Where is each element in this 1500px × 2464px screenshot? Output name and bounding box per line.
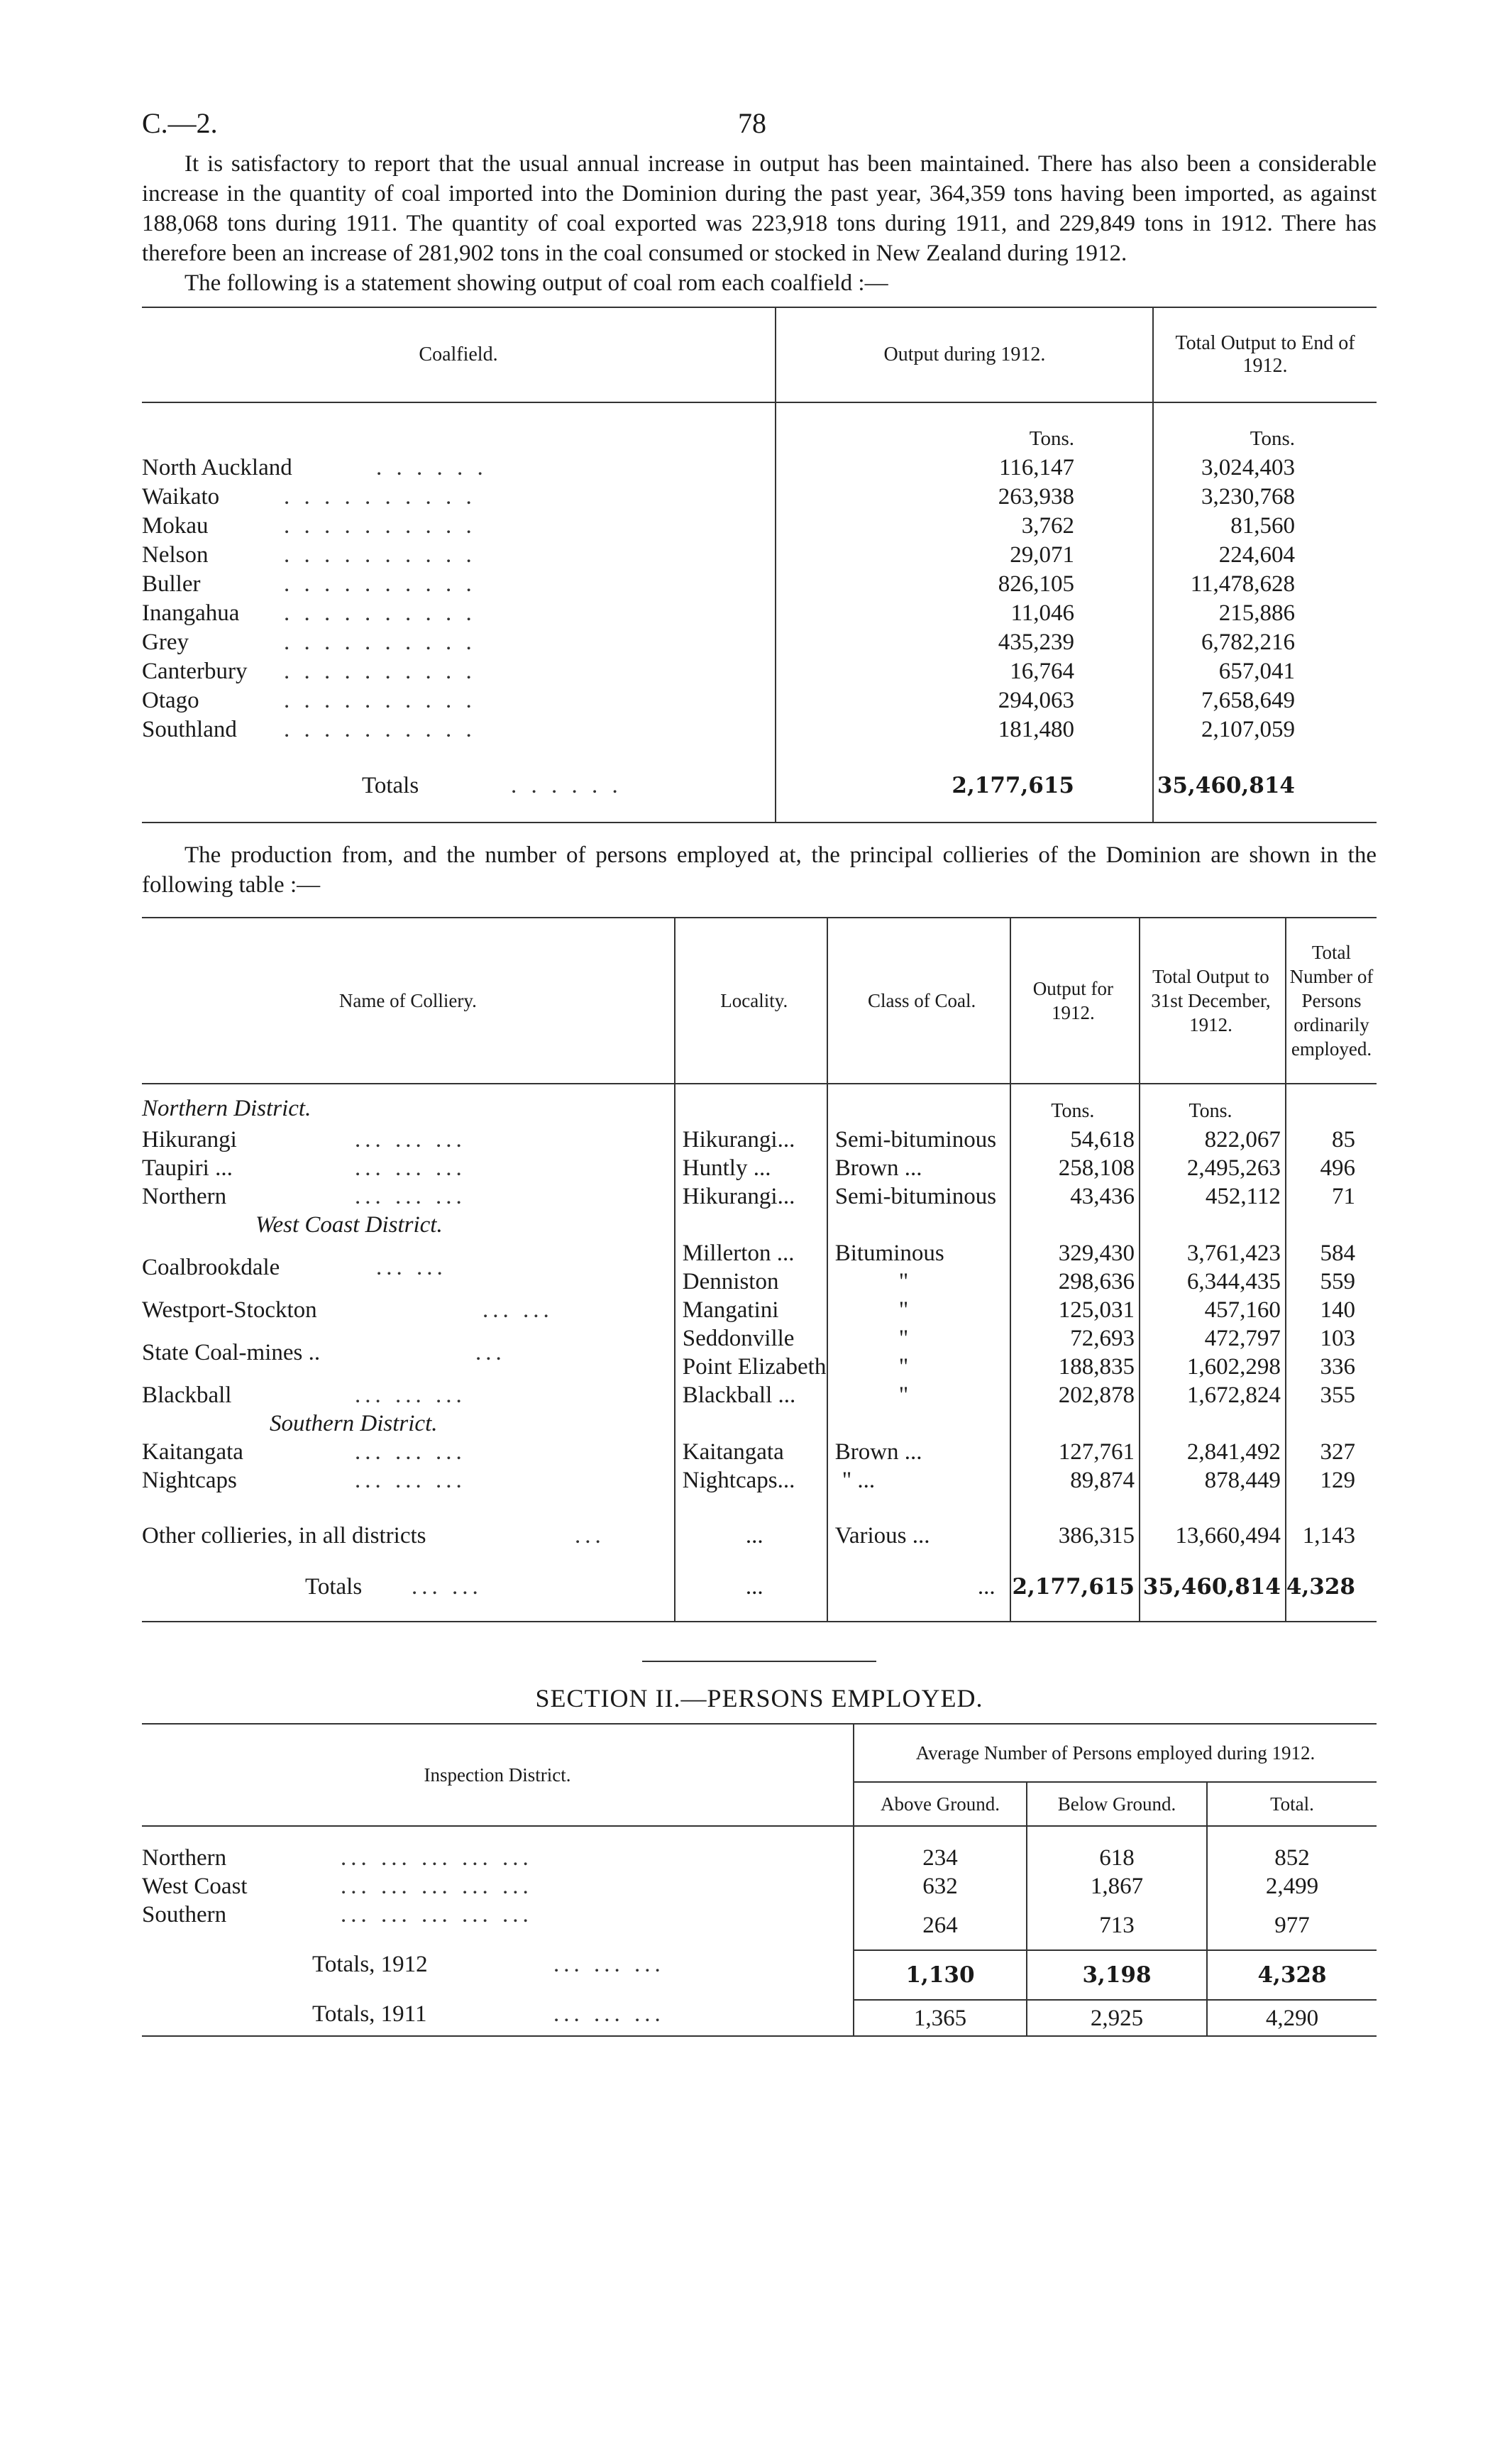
colliery-row: Northern ... ... ... Hikurangi... Semi-bituminous 43,436 452,112 71 [142, 1182, 1377, 1211]
persons-header: Total Number of Persons ordinarily employed. [1286, 918, 1377, 1084]
class-header: Class of Coal. [827, 918, 1010, 1084]
above-ground-header: Above Ground. [854, 1782, 1027, 1826]
district-heading: Northern District. [142, 1096, 311, 1121]
colliery-row: Taupiri ... ... ... ... Huntly ... Brown ... 258,108 2,495,263 496 [142, 1154, 1377, 1182]
below-ground-header: Below Ground. [1027, 1782, 1207, 1826]
output-unit: Tons. [776, 402, 1153, 453]
totals-1911-row: Totals, 1911 ... ... ... 1,365 2,925 4,290 [142, 2000, 1377, 2036]
district-row: Southern ... ... ... ... ... 264 713 977 [142, 1901, 1377, 1950]
coalfield-row: Grey . . . . . . . . . . 435,239 6,782,216 [142, 628, 1377, 657]
district-heading: West Coast District. [255, 1212, 443, 1238]
collieries-intro: The production from, and the number of persons employed at, the principal collieries of the Dominion are shown in the following table :— [142, 842, 1377, 898]
colliery-row: Denniston " 298,636 6,344,435 559 [142, 1267, 1377, 1296]
coalfield-row: North Auckland . . . . . . 116,147 3,024,403 [142, 453, 1377, 483]
total-unit: Tons. [1153, 402, 1377, 453]
coalfield-row: Nelson . . . . . . . . . . 29,071 224,604 [142, 541, 1377, 570]
colliery-table: Name of Colliery. Locality. Class of Coal. Output for 1912. Total Output to 31st December, 1912. Total Number of Persons ordinarily employed. Northern District. Tons. Tons. Hikurangi ... ... ... Hikurangi... Semi-bituminous 54,618 822,067 85 Taupiri ... ... ... ... Huntly ... Brown ... 258,108 2,495,263 496 Northern ... ... ... Hikurangi... Semi-bituminous 43,436 452,112 71 West Coast District. Coalbrookdale ... ... Millerton ... Bituminous 329,430 3,761,423 584 Denniston " 298,636 6,344,435 559 Westport-Stockton ... ... Mangatini " 125,031 457,160 140 State Coal-mines .. ... Seddonville " 72,693 472,797 103 Point Elizabeth " 188,835 1,602,298 336 Blackball ... ... ... Blackball ... " 202,878 1,672,824 355 Southern District. Kaitangata ... ... ... Kaitangata Brown ... 127,761 2,841,492 327 Nightcaps ... ... ... Nightcaps... " ... 89,874 878,449 129 Other collieries, in all districts ... ... Various ... 386,315 13,660,494 1,143 Totals ... ... ... ... 2,177,615 35,460,814 4,328 [142, 917, 1377, 1622]
coalfield-row: Southland . . . . . . . . . . 181,480 2,107,059 [142, 715, 1377, 744]
coalfield-totals-row: Totals . . . . . . 2,177,615 35,460,814 [142, 744, 1377, 823]
coalfield-row: Mokau . . . . . . . . . . 3,762 81,560 [142, 512, 1377, 541]
district-heading: Southern District. [270, 1411, 438, 1436]
district-row: West Coast ... ... ... ... ... 632 1,867 2,499 [142, 1872, 1377, 1901]
colliery-totals-row: Totals ... ... ... ... 2,177,615 35,460,814 4,328 [142, 1550, 1377, 1622]
coalfield-row: Buller . . . . . . . . . . 826,105 11,478,628 [142, 570, 1377, 599]
colliery-row: Kaitangata ... ... ... Kaitangata Brown ... 127,761 2,841,492 327 [142, 1438, 1377, 1466]
colliery-row: Nightcaps ... ... ... Nightcaps... " ... 89,874 878,449 129 [142, 1466, 1377, 1495]
output-1912-header: Output during 1912. [776, 307, 1153, 402]
persons-employed-table [142, 1723, 1377, 2037]
total-output-header: Total Output to 31st December, 1912. [1140, 918, 1286, 1084]
coalfield-header: Coalfield. [142, 307, 776, 402]
colliery-row: Point Elizabeth " 188,835 1,602,298 336 [142, 1353, 1377, 1381]
document-reference: C.—2. [142, 107, 218, 139]
section-title: SECTION II.—PERSONS EMPLOYED. [535, 1684, 983, 1712]
coalfield-statement-intro: The following is a statement showing output of coal rom each coalfield :— [184, 270, 888, 296]
colliery-row: State Coal-mines .. ... Seddonville " 72,693 472,797 103 [142, 1324, 1377, 1353]
colliery-row: Coalbrookdale ... ... Millerton ... Bituminous 329,430 3,761,423 584 [142, 1239, 1377, 1267]
section-divider [642, 1661, 876, 1662]
colliery-row: Other collieries, in all districts ... ... Various ... 386,315 13,660,494 1,143 [142, 1495, 1377, 1550]
colliery-row: Hikurangi ... ... ... Hikurangi... Semi-bituminous 54,618 822,067 85 [142, 1126, 1377, 1154]
colliery-name-header: Name of Colliery. [142, 918, 675, 1084]
page-number: 78 [738, 107, 766, 139]
colliery-row: Blackball ... ... ... Blackball ... " 202,878 1,672,824 355 [142, 1381, 1377, 1409]
total-header: Total. [1207, 1782, 1377, 1826]
coalfield-row: Otago . . . . . . . . . . 294,063 7,658,649 [142, 686, 1377, 715]
colliery-row: Westport-Stockton ... ... Mangatini " 125,031 457,160 140 [142, 1296, 1377, 1324]
page-header [142, 99, 1377, 149]
inspection-district-header: Inspection District. [142, 1724, 854, 1826]
document-page [142, 99, 1377, 2037]
locality-header: Locality. [675, 918, 827, 1084]
total-output-header: Total Output to End of 1912. [1153, 307, 1377, 402]
coalfield-row: Canterbury . . . . . . . . . . 16,764 657,041 [142, 657, 1377, 686]
average-persons-header: Average Number of Persons employed during 1912. [854, 1724, 1377, 1782]
coalfield-output-table [142, 307, 1377, 823]
intro-paragraph: It is satisfactory to report that the usual annual increase in output has been maintained. There has also been a considerable increase in the quantity of coal imported into the Dominion during the past year, 364,359 tons having been imported, as against 188,068 tons during 1911. The quantity of coal exported was 223,918 tons during 1911, and 229,849 tons in 1912. There has therefore been an increase of 281,902 tons in the coal consumed or stocked in New Zealand during 1912. [142, 151, 1377, 266]
output-header: Output for 1912. [1010, 918, 1140, 1084]
coalfield-row: Inangahua . . . . . . . . . . 11,046 215,886 [142, 599, 1377, 628]
totals-1912-row: Totals, 1912 ... ... ... 1,130 3,198 4,328 [142, 1950, 1377, 2000]
district-row: Northern ... ... ... ... ... 234 618 852 [142, 1826, 1377, 1872]
coalfield-row: Waikato . . . . . . . . . . 263,938 3,230,768 [142, 483, 1377, 512]
